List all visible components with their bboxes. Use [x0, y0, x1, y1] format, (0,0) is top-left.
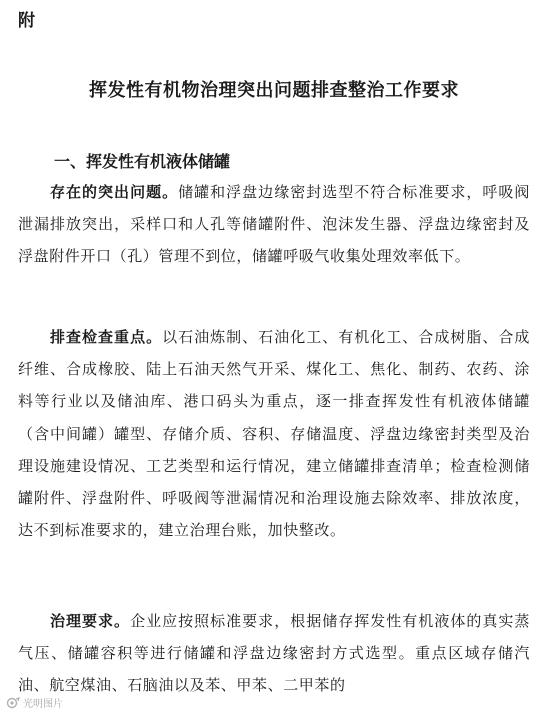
paragraph-lead: 治理要求。 — [50, 612, 131, 630]
paragraph-text: 企业应按照标准要求，根据储存挥发性有机液体的真实蒸气压、储罐容积等进行储罐和浮盘边缘密封方式选型。重点区域存储汽油、航空煤油、石脑油以及苯、甲苯、二甲苯的 — [18, 612, 530, 695]
attachment-label: 附 — [18, 11, 35, 31]
paragraph-lead: 排查检查重点。 — [50, 328, 163, 346]
watermark-text: 光明图片 — [23, 699, 63, 710]
paragraph-lead: 存在的突出问题。 — [50, 183, 179, 201]
section-heading: 一、挥发性有机液体储罐 — [54, 152, 231, 171]
paragraph-problems — [18, 176, 530, 273]
paragraph-inspection-focus — [18, 321, 530, 546]
paragraph-governance-requirements — [18, 605, 530, 702]
document-title: 挥发性有机物治理突出问题排查整治工作要求 — [89, 80, 459, 101]
paragraph-text: 以石油炼制、石油化工、有机化工、合成树脂、合成纤维、合成橡胶、陆上石油天然气开采、煤化工、焦化、制药、农药、涂料等行业以及储油库、港口码头为重点，逐一排查挥发性有机液体储罐（含中间罐）罐型、存储介质、容积、存储温度、浮盘边缘密封类型及治理设施建设情况、工艺类型和运行情况，建立储罐排查清单；检查检测储罐附件、浮盘附件、呼吸阀等泄漏情况和治理设施去除效率、排放浓度，达不到标准要求的，建立治理台账，加快整改。 — [18, 328, 530, 540]
watermark-logo-icon — [6, 697, 20, 709]
watermark — [6, 695, 63, 710]
paragraph-text: 储罐和浮盘边缘密封选型不符合标准要求，呼吸阀泄漏排放突出，采样口和人孔等储罐附件、泡沫发生器、浮盘边缘密封及浮盘附件开口（孔）管理不到位，储罐呼吸气收集处理效率低下。 — [18, 183, 530, 266]
